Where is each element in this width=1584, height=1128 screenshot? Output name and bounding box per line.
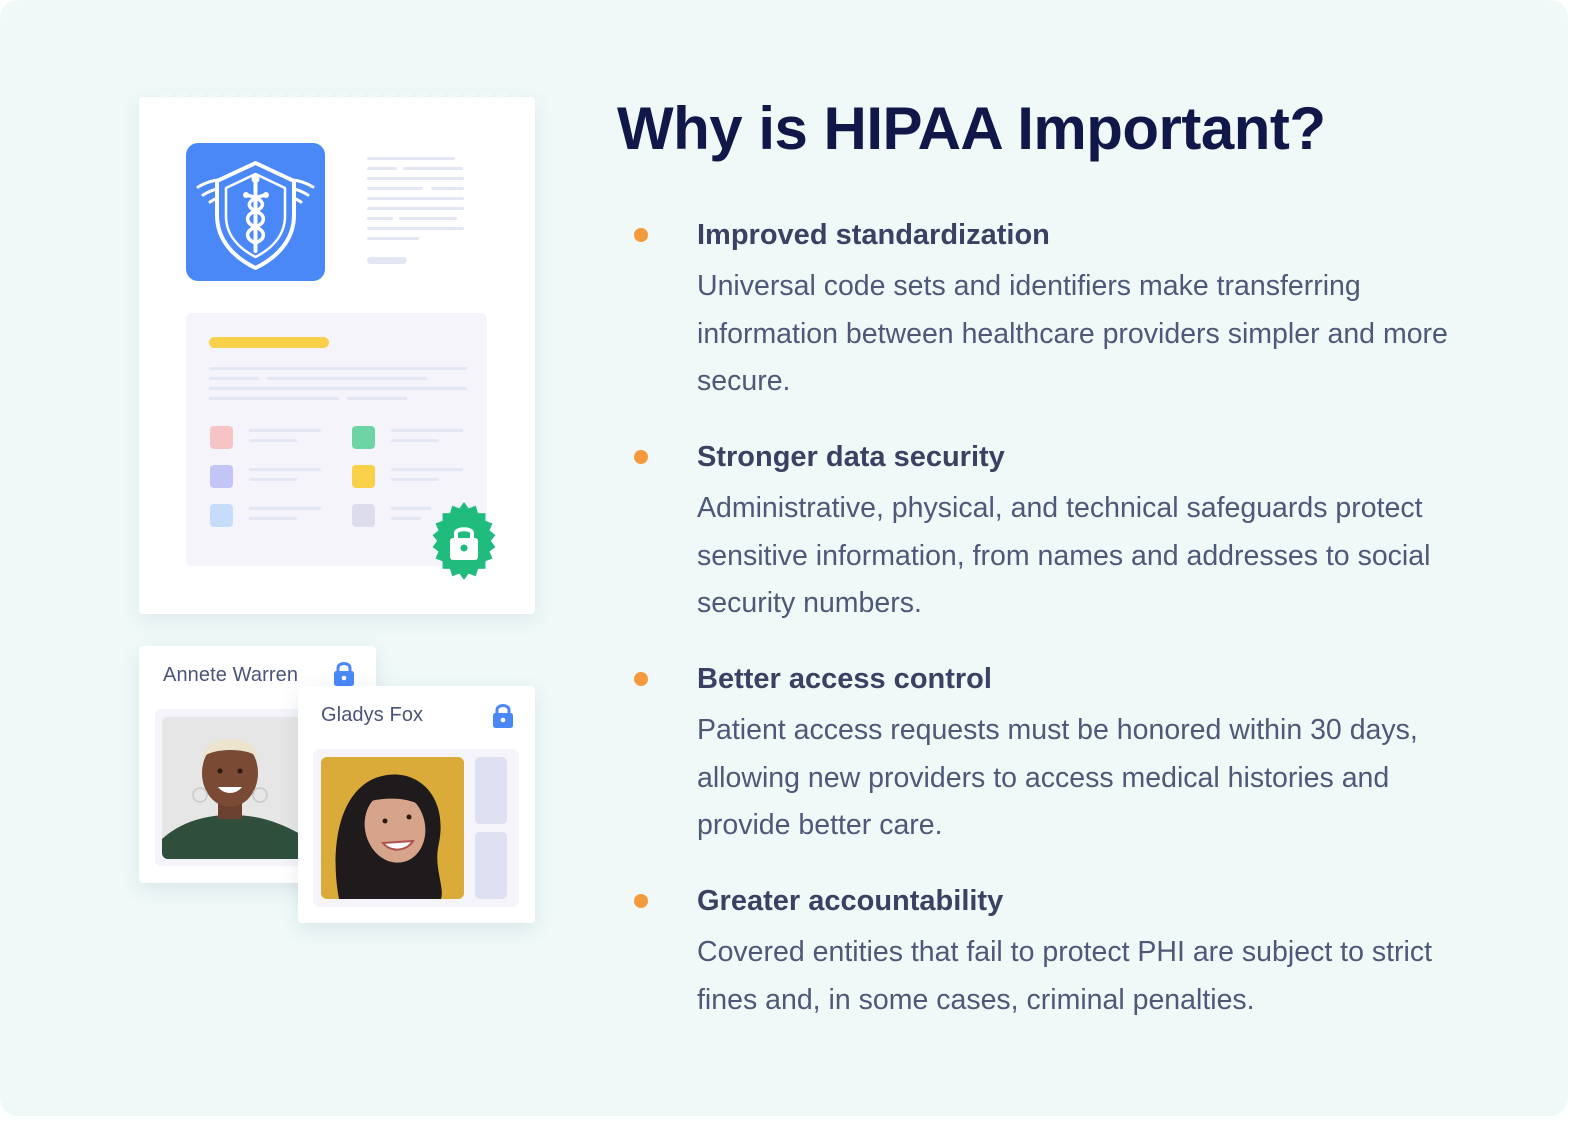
status-square xyxy=(352,426,375,449)
patient-name: Annete Warren xyxy=(163,664,299,686)
status-square xyxy=(210,426,233,449)
text-line xyxy=(249,517,297,520)
text-line xyxy=(391,468,463,471)
text-line xyxy=(367,197,464,200)
text-line xyxy=(209,367,467,370)
bullet-dot xyxy=(634,672,648,686)
bullet-dot xyxy=(634,894,648,908)
page-title: Why is HIPAA Important? xyxy=(617,95,1326,162)
text-line xyxy=(367,187,423,190)
text-line xyxy=(403,167,463,170)
highlight-bar xyxy=(209,337,329,348)
text-line xyxy=(367,177,464,180)
text-line xyxy=(367,157,455,160)
status-square xyxy=(210,465,233,488)
text-line xyxy=(367,217,393,220)
photo-frame xyxy=(155,709,315,866)
text-line xyxy=(249,439,297,442)
medical-record-document xyxy=(139,97,535,614)
status-square xyxy=(352,504,375,527)
patient-name: Gladys Fox xyxy=(321,704,424,726)
item-description: Covered entities that fail to protect PHI are subject to strict fines and, in some cases, criminal penalties. xyxy=(697,936,1433,1016)
text-line xyxy=(367,227,464,230)
lock-icon xyxy=(332,661,356,687)
text-line xyxy=(209,387,467,390)
item-description: Universal code sets and identifiers make transferring information between healthcare providers simpler and more secure. xyxy=(697,270,1448,397)
text-line xyxy=(391,439,439,442)
security-lock-badge xyxy=(424,502,504,582)
item-description: Administrative, physical, and technical safeguards protect sensitive information, from names and addresses to social security numbers. xyxy=(697,492,1431,619)
text-line xyxy=(249,478,297,481)
text-line xyxy=(391,517,421,520)
item-description: Patient access requests must be honored within 30 days, allowing new providers to access medical histories and provide better care. xyxy=(697,714,1418,841)
patient-photo xyxy=(321,757,464,899)
text-line xyxy=(391,478,439,481)
hipaa-logo-tile xyxy=(186,143,325,281)
text-line xyxy=(209,377,259,380)
text-line xyxy=(209,397,339,400)
text-line xyxy=(249,507,321,510)
patient-card xyxy=(298,686,535,923)
text-line xyxy=(367,167,397,170)
text-line xyxy=(399,217,457,220)
bullet-dot xyxy=(634,450,648,464)
text-line xyxy=(391,429,463,432)
status-square xyxy=(210,504,233,527)
text-line xyxy=(367,207,464,210)
lock-icon xyxy=(491,703,515,729)
text-line xyxy=(367,237,419,240)
document-torn-edge xyxy=(161,93,516,102)
patient-photo xyxy=(162,717,315,859)
placeholder-bar xyxy=(475,832,507,899)
item-title: Better access control xyxy=(697,663,992,695)
bullet-dot xyxy=(634,228,648,242)
item-title: Improved standardization xyxy=(697,219,1050,251)
text-line xyxy=(249,468,321,471)
text-line xyxy=(267,377,427,380)
text-line xyxy=(249,429,321,432)
text-pill xyxy=(367,257,407,264)
photo-frame xyxy=(313,749,519,907)
status-square xyxy=(352,465,375,488)
text-line xyxy=(347,397,407,400)
caduceus-shield-icon xyxy=(186,143,325,281)
placeholder-bar xyxy=(475,757,507,824)
item-title: Stronger data security xyxy=(697,441,1005,473)
text-line xyxy=(431,187,464,190)
item-title: Greater accountability xyxy=(697,885,1004,917)
